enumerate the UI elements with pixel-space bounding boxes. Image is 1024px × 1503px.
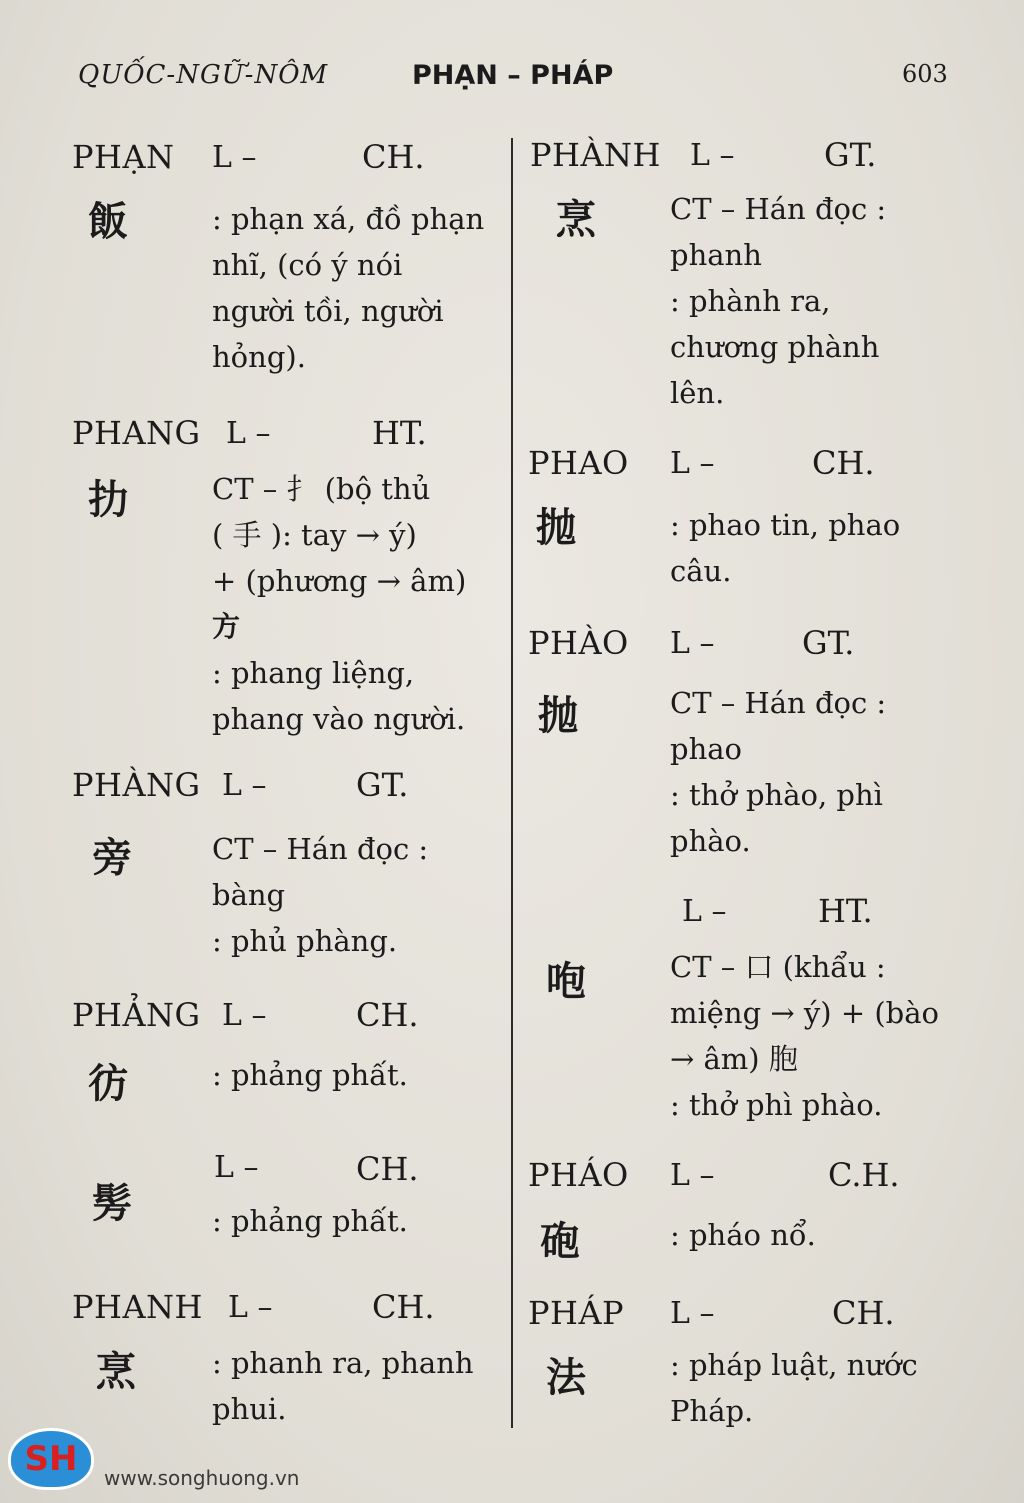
headword: PHẠN bbox=[72, 138, 175, 176]
headword: PHÀO bbox=[528, 624, 629, 662]
entry-class: CH. bbox=[362, 138, 425, 176]
nom-character: 旁 bbox=[92, 835, 132, 881]
entry-class: GT. bbox=[824, 136, 877, 174]
definition: : phanh ra, phanh phui. bbox=[212, 1346, 474, 1426]
definition: CT – Hán đọc : bàng : phủ phàng. bbox=[212, 832, 429, 958]
running-head-center: PHẠN – PHÁP bbox=[412, 60, 614, 91]
headword: PHANH bbox=[72, 1288, 203, 1326]
entry-class: CH. bbox=[372, 1288, 435, 1326]
entry-label: L – bbox=[670, 626, 715, 661]
entry-class: CH. bbox=[812, 444, 875, 482]
entry-label: L – bbox=[690, 138, 735, 173]
headword: PHÀNH bbox=[530, 136, 661, 174]
definition: : phảng phất. bbox=[212, 1058, 408, 1092]
nom-character: 咆 bbox=[546, 959, 586, 1005]
definition: : pháo nổ. bbox=[670, 1218, 816, 1252]
nom-character: 法 bbox=[546, 1355, 586, 1401]
definition: CT – 口 (khẩu : miệng → ý) + (bào → âm) 胞 : thở phì phào. bbox=[670, 950, 939, 1122]
nom-character: 彷 bbox=[88, 1061, 128, 1107]
definition: CT – 扌 (bộ thủ ( 手 ): tay → ý) + (phương → âm) 方 : phang liệng, phang vào người. bbox=[212, 472, 467, 736]
headword: PHAO bbox=[528, 444, 629, 482]
entry-label: L – bbox=[228, 1290, 273, 1325]
nom-character: 烹 bbox=[96, 1349, 136, 1395]
nom-character: 抛 bbox=[538, 693, 578, 739]
entry-class: C.H. bbox=[828, 1156, 900, 1194]
songhuong-logo: SH bbox=[8, 1428, 94, 1490]
headword: PHANG bbox=[72, 414, 201, 452]
definition: : phảng phất. bbox=[212, 1204, 408, 1238]
entry-class: GT. bbox=[356, 766, 409, 804]
entry-label: L – bbox=[682, 894, 727, 929]
entry-class: CH. bbox=[356, 996, 419, 1034]
definition: CT – Hán đọc : phao : thở phào, phì phào. bbox=[670, 686, 887, 858]
running-head-left: QUỐC-NGỮ-NÔM bbox=[78, 60, 329, 90]
entry-label: L – bbox=[670, 1158, 715, 1193]
nom-character: 抛 bbox=[536, 505, 576, 551]
definition: : pháp luật, nước Pháp. bbox=[670, 1348, 918, 1428]
headword: PHẢNG bbox=[72, 996, 201, 1034]
headword: PHÁP bbox=[528, 1294, 625, 1332]
entry-class: CH. bbox=[356, 1150, 419, 1188]
entry-class: HT. bbox=[818, 892, 873, 930]
entry-label: L – bbox=[670, 1296, 715, 1331]
entry-label: L – bbox=[222, 998, 267, 1033]
entry-label: L – bbox=[226, 416, 271, 451]
entry-label: L – bbox=[214, 1150, 259, 1185]
entry-label: L – bbox=[222, 768, 267, 803]
entry-class: HT. bbox=[372, 414, 427, 452]
page-number: 603 bbox=[902, 60, 948, 88]
definition: : phạn xá, đồ phạn nhĩ, (có ý nói người tồi, người hỏng). bbox=[212, 202, 485, 374]
definition: CT – Hán đọc : phanh : phành ra, chương phành lên. bbox=[670, 192, 887, 410]
website-link[interactable]: www.songhuong.vn bbox=[104, 1466, 300, 1490]
headword: PHÀNG bbox=[72, 766, 201, 804]
nom-character: 髣 bbox=[92, 1181, 132, 1227]
entry-label: L – bbox=[670, 446, 715, 481]
nom-character: 砲 bbox=[540, 1219, 580, 1265]
nom-character: 扐 bbox=[88, 477, 128, 523]
nom-character: 飯 bbox=[88, 199, 128, 245]
column-divider bbox=[511, 138, 513, 1428]
entry-class: GT. bbox=[802, 624, 855, 662]
definition: : phao tin, phao câu. bbox=[670, 508, 901, 588]
entry-class: CH. bbox=[832, 1294, 895, 1332]
entry-label: L – bbox=[212, 140, 257, 175]
nom-character: 烹 bbox=[556, 197, 596, 243]
headword: PHÁO bbox=[528, 1156, 629, 1194]
